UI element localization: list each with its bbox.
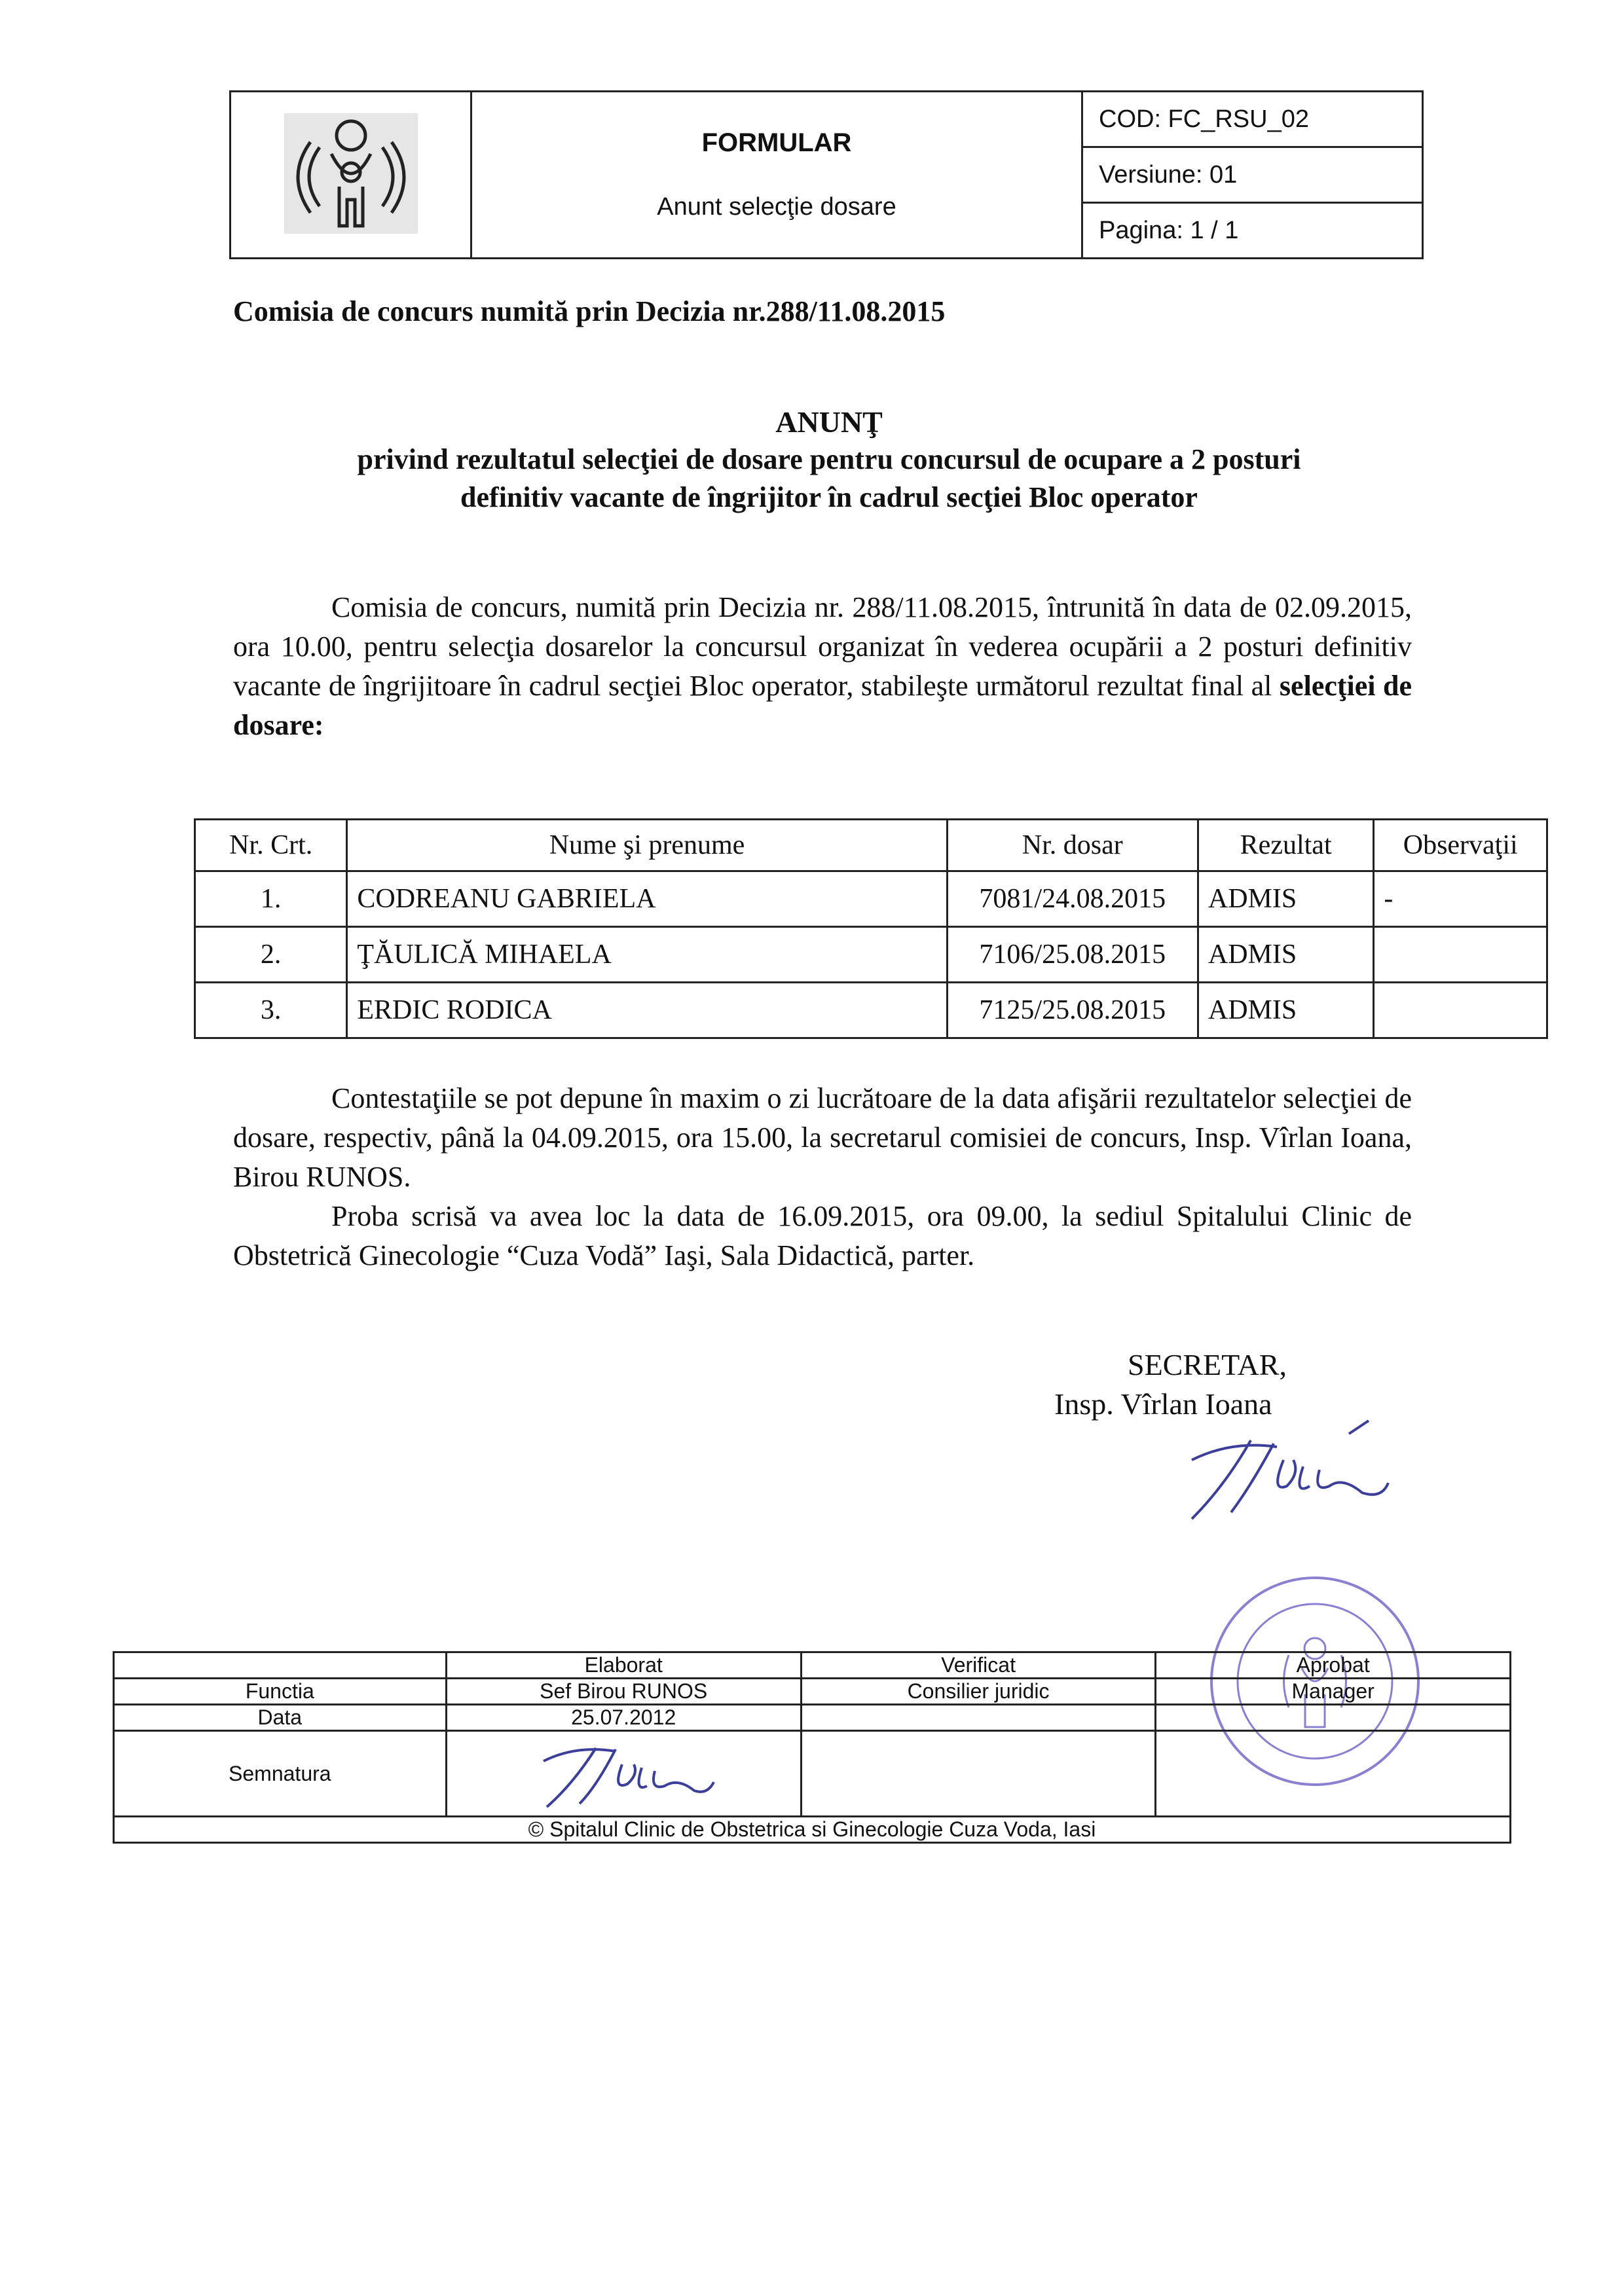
hospital-logo-icon [279, 108, 423, 239]
approval-row-semnatura [114, 1731, 1511, 1817]
form-page: Pagina: 1 / 1 [1082, 203, 1423, 259]
row-nr: 3. [195, 983, 347, 1038]
commission-line: Comisia de concurs numită prin Decizia nr.288/11.08.2015 [233, 295, 946, 327]
results-header-row [195, 820, 1547, 871]
data-verificat [801, 1705, 1156, 1731]
data-elaborat: 25.07.2012 [446, 1705, 801, 1731]
exam-paragraph: Proba scrisă va avea loc la data de 16.09.2015, ora 09.00, la sediul Spitalului Clinic de Obstetrică Ginecologie “Cuza Vodă” Iaşi, Sala Didactică, parter. [233, 1200, 1412, 1271]
table-row [195, 983, 1547, 1038]
intro-text: Comisia de concurs, numită prin Decizia nr. 288/11.08.2015, întrunită în data de 02.09.2015, ora 10.00, pentru selecţia dosarelor la concursul organizat în vederea ocupării a 2 posturi definitiv vacante de îngrijitoare în cadrul secţiei Bloc operator, stabileşte următorul rezultat final al [233, 591, 1412, 702]
announcement-title: ANUNŢ [775, 405, 883, 439]
col-verificat: Verificat [801, 1652, 1156, 1679]
col-nr: Nr. Crt. [195, 820, 347, 871]
intro-emphasis: selecţiei de dosare: [233, 670, 1412, 741]
announcement-subtitle-2: definitiv vacante de îngrijitor în cadrul secţiei Bloc operator [460, 481, 1198, 513]
copyright-notice: © Spitalul Clinic de Obstetrica si Ginecologie Cuza Voda, Iasi [114, 1817, 1511, 1843]
approval-table [113, 1651, 1511, 1844]
secretary-signature [1153, 1414, 1401, 1525]
approval-row-data [114, 1705, 1511, 1731]
intro-paragraph [233, 588, 1412, 745]
row-result: ADMIS [1198, 983, 1374, 1038]
row-label-semnatura: Semnatura [114, 1731, 447, 1817]
semnatura-aprobat [1156, 1731, 1511, 1817]
row-file: 7081/24.08.2015 [947, 871, 1198, 927]
row-label-functia: Functia [114, 1679, 447, 1705]
table-row [195, 871, 1547, 927]
form-title-cell [471, 92, 1082, 259]
row-name: CODREANU GABRIELA [347, 871, 947, 927]
logo-cell [231, 92, 471, 259]
functia-verificat: Consilier juridic [801, 1679, 1156, 1705]
contest-paragraph: Contestaţiile se pot depune în maxim o zi lucrătoare de la data afişării rezultatelor selecţiei de dosare, respectiv, până la 04.09.2015, ora 15.00, la secretarul comisiei de concurs, Insp. Vîrlan Ioana, Birou RUNOS. [233, 1082, 1412, 1193]
row-file: 7125/25.08.2015 [947, 983, 1198, 1038]
approval-header-row [114, 1652, 1511, 1679]
table-row [195, 927, 1547, 983]
announcement-subtitle-1: privind rezultatul selecţiei de dosare pentru concursul de ocupare a 2 posturi [357, 443, 1301, 475]
data-aprobat [1156, 1705, 1511, 1731]
approval-corner [114, 1652, 447, 1679]
row-notes [1374, 927, 1547, 983]
secretary-name: Insp. Vîrlan Ioana [1054, 1387, 1272, 1421]
row-nr: 2. [195, 927, 347, 983]
row-result: ADMIS [1198, 927, 1374, 983]
col-file: Nr. dosar [947, 820, 1198, 871]
row-name: ŢĂULICĂ MIHAELA [347, 927, 947, 983]
form-subtitle: Anunt selecţie dosare [657, 193, 896, 221]
functia-aprobat: Manager [1156, 1679, 1511, 1705]
col-name: Nume şi prenume [347, 820, 947, 871]
row-result: ADMIS [1198, 871, 1374, 927]
col-result: Rezultat [1198, 820, 1374, 871]
row-nr: 1. [195, 871, 347, 927]
functia-elaborat: Sef Birou RUNOS [446, 1679, 801, 1705]
col-notes: Observaţii [1374, 820, 1547, 871]
row-file: 7106/25.08.2015 [947, 927, 1198, 983]
approval-copyright-row [114, 1817, 1511, 1843]
col-elaborat: Elaborat [446, 1652, 801, 1679]
form-code: COD: FC_RSU_02 [1082, 92, 1423, 147]
secretary-title: SECRETAR, [1128, 1348, 1287, 1381]
row-name: ERDIC RODICA [347, 983, 947, 1038]
row-notes [1374, 983, 1547, 1038]
form-title: FORMULAR [701, 128, 852, 157]
form-version: Versiune: 01 [1082, 147, 1423, 203]
row-label-data: Data [114, 1705, 447, 1731]
approval-row-functia [114, 1679, 1511, 1705]
results-table [194, 818, 1548, 1039]
document-header [229, 90, 1424, 259]
semnatura-verificat [801, 1731, 1156, 1817]
col-aprobat: Aprobat [1156, 1652, 1511, 1679]
row-notes: - [1374, 871, 1547, 927]
elaborat-signature [511, 1728, 720, 1813]
